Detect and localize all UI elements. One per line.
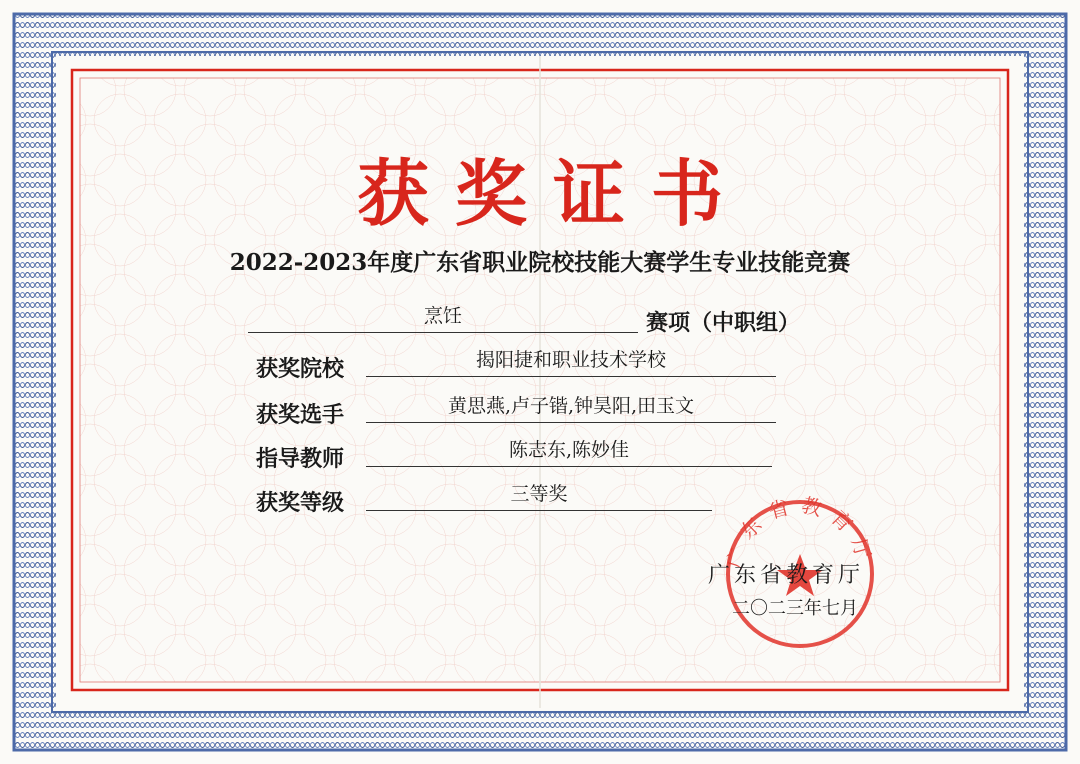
certificate-title: 获奖证书 [356, 151, 749, 236]
issue-date: 二〇二三年七月 [732, 598, 858, 619]
field-value: 黄思燕,卢子锴,钟昊阳,田玉文 [366, 392, 776, 423]
field-label: 指导教师 [256, 446, 345, 472]
field-value: 陈志东,陈妙佳 [366, 436, 772, 467]
certificate-body [80, 76, 1000, 682]
field-value: 三等奖 [366, 480, 712, 511]
competition-subtitle: 2022-2023年度广东省职业院校技能大赛学生专业技能竞赛 [229, 249, 851, 276]
event-value: 烹饪 [248, 302, 638, 333]
field-label: 获奖院校 [256, 356, 345, 382]
event-label: 赛项（中职组） [646, 310, 801, 336]
seal-text: 广东省教育厅 [721, 494, 879, 572]
issuer-name: 广东省教育厅 [708, 563, 865, 588]
field-label: 获奖选手 [256, 402, 345, 428]
field-value: 揭阳捷和职业技术学校 [366, 346, 776, 377]
field-label: 获奖等级 [256, 490, 345, 516]
